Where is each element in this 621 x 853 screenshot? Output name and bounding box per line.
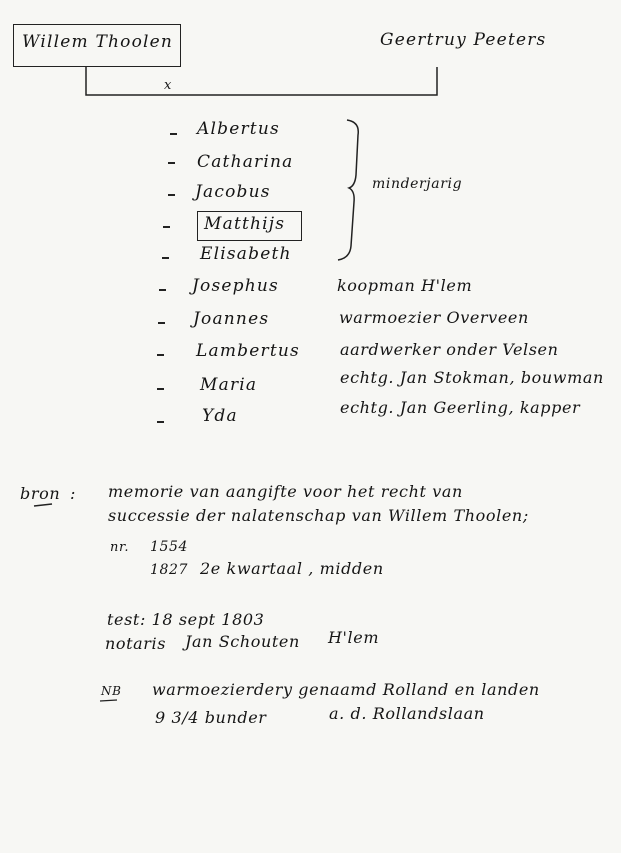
source-label: bron <box>20 484 61 503</box>
child-dash <box>168 194 175 196</box>
marriage-connector <box>86 66 437 95</box>
nb-line-1: warmoezierdery genaamd Rolland en landen <box>152 680 540 699</box>
child-name: Matthijs <box>204 214 286 234</box>
source-nr-value: 1554 <box>150 539 189 555</box>
child-dash <box>157 388 164 390</box>
child-dash <box>157 421 164 423</box>
source-line-1: memorie van aangifte voor het recht van <box>108 482 463 501</box>
child-name: Jacobus <box>195 182 271 202</box>
source-line-2: successie der nalatenschap van Willem Thoolen; <box>108 506 529 525</box>
child-dash <box>170 133 177 135</box>
child-name: Josephus <box>192 276 279 296</box>
notary-label: notaris <box>105 634 167 653</box>
nb-line-2b: a. d. Rollandslaan <box>329 704 485 723</box>
nb-line-2a: 9 3/4 bunder <box>155 708 267 727</box>
minor-children-brace <box>338 120 358 260</box>
child-name: Joannes <box>193 309 270 329</box>
child-dash <box>157 354 164 356</box>
source-quarter: 2e kwartaal , midden <box>200 559 384 578</box>
notary-name: Jan Schouten <box>185 632 300 651</box>
child-note: echtg. Jan Geerling, kapper <box>340 398 581 417</box>
child-dash <box>159 289 166 291</box>
child-name: Albertus <box>197 119 280 139</box>
child-note: koopman H'lem <box>337 276 473 295</box>
child-name: Yda <box>202 406 238 426</box>
bron-underline <box>34 504 52 506</box>
source-year: 1827 <box>150 562 189 578</box>
child-name: Elisabeth <box>200 244 292 264</box>
source-nr-label: nr. <box>110 540 130 555</box>
minor-label: minderjarig <box>372 176 463 192</box>
child-name: Lambertus <box>196 341 300 361</box>
nb-label: NB <box>101 684 122 698</box>
child-name: Maria <box>200 375 258 395</box>
child-dash <box>168 162 175 164</box>
child-note: echtg. Jan Stokman, bouwman <box>340 368 604 387</box>
notary-place: H'lem <box>328 628 380 647</box>
child-dash <box>162 257 169 259</box>
child-name: Catharina <box>197 152 294 172</box>
child-dash <box>163 226 170 228</box>
testament-line-1: test: 18 sept 1803 <box>107 610 265 629</box>
mother-name: Geertruy Peeters <box>380 30 547 50</box>
father-name: Willem Thoolen <box>22 32 174 52</box>
child-note: warmoezier Overveen <box>339 308 529 327</box>
marriage-mark: x <box>164 78 172 93</box>
nb-underline <box>100 700 117 701</box>
child-dash <box>158 322 165 324</box>
source-colon: : <box>70 484 76 503</box>
child-note: aardwerker onder Velsen <box>340 340 559 359</box>
